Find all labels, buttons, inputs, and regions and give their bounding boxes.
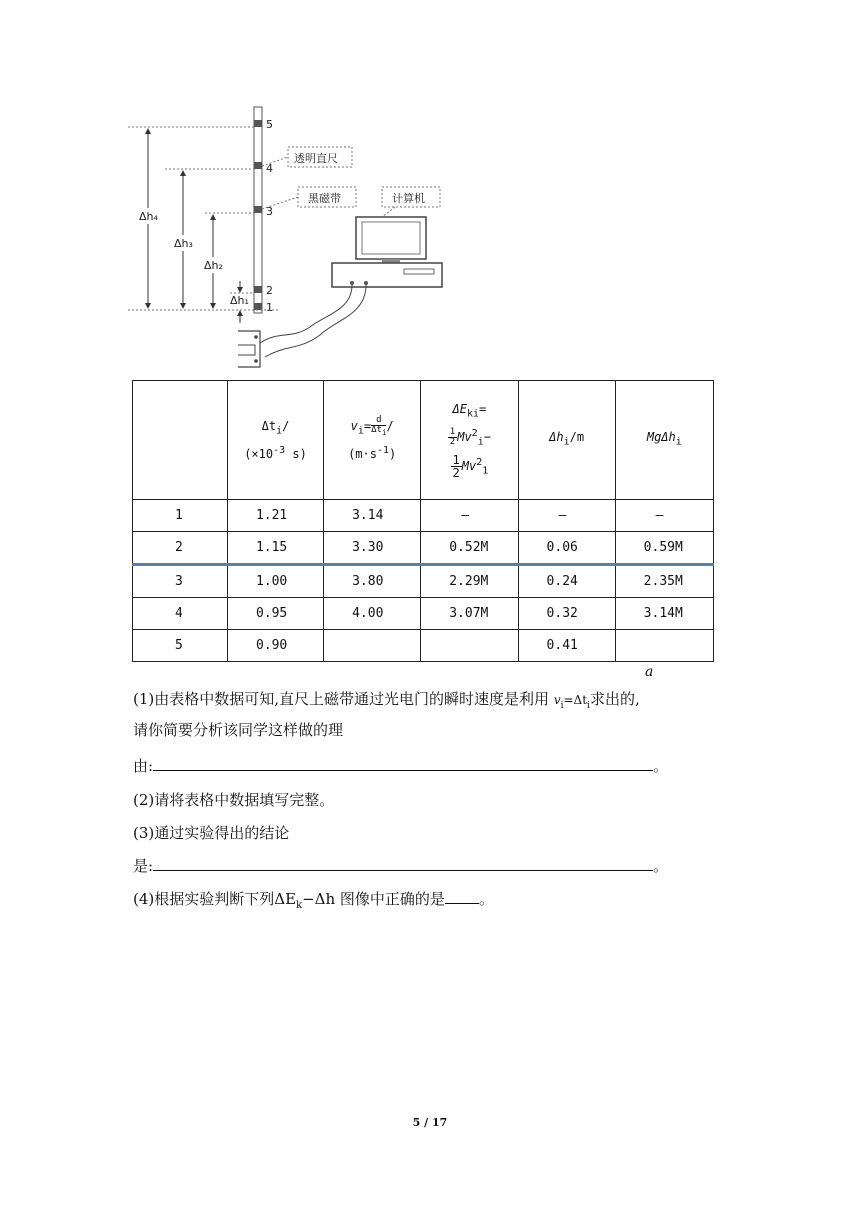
question-4-text: (4)根据实验判断下列ΔE xyxy=(133,890,297,908)
question-4-period: 。 xyxy=(478,890,494,908)
table-row xyxy=(133,500,714,532)
table-row xyxy=(133,565,714,598)
table-cell xyxy=(421,630,518,662)
table-cell: 1 xyxy=(133,500,228,532)
tape-callout-label: 黑磁带 xyxy=(308,192,341,205)
answer-blank-1[interactable] xyxy=(153,756,653,771)
formula-numerator: a xyxy=(645,664,654,680)
dh3-label: Δh₃ xyxy=(174,237,193,250)
table-cell: 3.30 xyxy=(324,532,421,565)
table-cell xyxy=(324,630,421,662)
table-cell: 0.90 xyxy=(227,630,323,662)
table-cell: 3 xyxy=(133,565,228,598)
question-1-reason-label: 由: xyxy=(133,757,154,775)
table-cell: 1.15 xyxy=(227,532,323,565)
velocity-symbol: v xyxy=(553,693,561,707)
header-dt: $\Delta t_i/$ ($\times 10^{-3}$ s) xyxy=(227,381,323,500)
table-cell: 3.80 xyxy=(324,565,421,598)
photogate-icon xyxy=(238,331,260,367)
question-4 xyxy=(133,889,494,916)
mark-label-3: 3 xyxy=(266,205,273,218)
cable-2 xyxy=(265,285,366,357)
table-cell: 0.52M xyxy=(421,532,518,565)
question-4-text-mid: −Δh 图像中正确的是 xyxy=(302,890,445,908)
question-1-tail: 求出的, xyxy=(589,690,640,708)
velocity-subscript: i xyxy=(560,701,564,711)
computer-callout-label: 计算机 xyxy=(392,192,425,205)
table-cell: 4.00 xyxy=(324,598,421,630)
tape-mark-5 xyxy=(254,120,262,127)
dimension-arrows xyxy=(148,129,240,323)
table-cell: 0.41 xyxy=(518,630,615,662)
ruler-callout-label: 透明直尺 xyxy=(294,152,338,165)
table-row xyxy=(133,630,714,662)
tape-mark-2 xyxy=(254,286,262,293)
table-cell: 0.95 xyxy=(227,598,323,630)
table-row xyxy=(133,532,714,565)
table-cell: 0.59M xyxy=(615,532,713,565)
mark-label-2: 2 xyxy=(266,284,273,297)
table-cell: 2.29M xyxy=(421,565,518,598)
tape-mark-1 xyxy=(254,303,262,310)
table-cell: 1.00 xyxy=(227,565,323,598)
table-cell xyxy=(615,630,713,662)
table-cell: — xyxy=(615,500,713,532)
answer-blank-4[interactable] xyxy=(445,889,479,904)
table-cell: 5 xyxy=(133,630,228,662)
question-3-line-2 xyxy=(133,856,668,876)
table-header-row xyxy=(133,381,714,500)
table-cell: 3.14M xyxy=(615,598,713,630)
header-delta-h: $\Delta h_i/m$ xyxy=(518,381,615,500)
header-velocity: $v_i=$ $\frac{d}{\Delta t_i}/$ $(m\cdot s^{-1})$ xyxy=(324,381,421,500)
mark-label-4: 4 xyxy=(266,162,273,175)
table-cell: 3.14 xyxy=(324,500,421,532)
cable-1 xyxy=(260,285,352,343)
question-1-line-1 xyxy=(133,689,833,716)
question-3-label: 是: xyxy=(133,857,154,875)
dh2-label: Δh₂ xyxy=(204,259,223,272)
dh1-label: Δh₁ xyxy=(230,294,249,307)
table-cell: — xyxy=(518,500,615,532)
header-index xyxy=(133,381,228,500)
data-table xyxy=(132,380,714,662)
table-cell: 2 xyxy=(133,532,228,565)
question-3-period: 。 xyxy=(653,857,669,875)
header-delta-ek: $\Delta E_{ki}=$ $\frac{1}{2}Mv^2_i-$ $\frac{1}{2}Mv^2_1$ xyxy=(421,381,518,500)
table-cell: 0.06 xyxy=(518,532,615,565)
answer-blank-3[interactable] xyxy=(153,856,653,871)
table-cell: 3.07M xyxy=(421,598,518,630)
delta-t-symbol: Δt xyxy=(573,693,588,707)
question-1-text: (1)由表格中数据可知,直尺上磁带通过光电门的瞬时速度是利用 xyxy=(133,690,550,708)
table-cell: 0.32 xyxy=(518,598,615,630)
table-cell: 0.24 xyxy=(518,565,615,598)
page-number: 5 / 17 xyxy=(412,1116,448,1129)
question-1-period: 。 xyxy=(653,757,669,775)
equals-sign: = xyxy=(563,693,574,707)
question-2: (2)请将表格中数据填写完整。 xyxy=(133,791,335,809)
mark-label-1: 1 xyxy=(266,301,273,314)
dh4-label: Δh₄ xyxy=(139,210,158,223)
computer-icon xyxy=(332,217,442,287)
experiment-diagram xyxy=(120,105,460,380)
question-4-subscript: k xyxy=(296,900,303,911)
tape-mark-4 xyxy=(254,162,262,169)
tape-mark-3 xyxy=(254,206,262,213)
table-row xyxy=(133,598,714,630)
delta-t-subscript: i xyxy=(587,701,590,711)
question-3-line-1: (3)通过实验得出的结论 xyxy=(133,824,290,842)
table-cell: 1.21 xyxy=(227,500,323,532)
table-cell: 2.35M xyxy=(615,565,713,598)
question-1-line-2: 请你简要分析该同学这样做的理 xyxy=(133,721,344,739)
table-cell: — xyxy=(421,500,518,532)
header-mg-delta-h: MgΔh$_i$ xyxy=(615,381,713,500)
question-1-line-3 xyxy=(133,756,668,776)
table-cell: 4 xyxy=(133,598,228,630)
mark-label-5: 5 xyxy=(266,118,273,131)
